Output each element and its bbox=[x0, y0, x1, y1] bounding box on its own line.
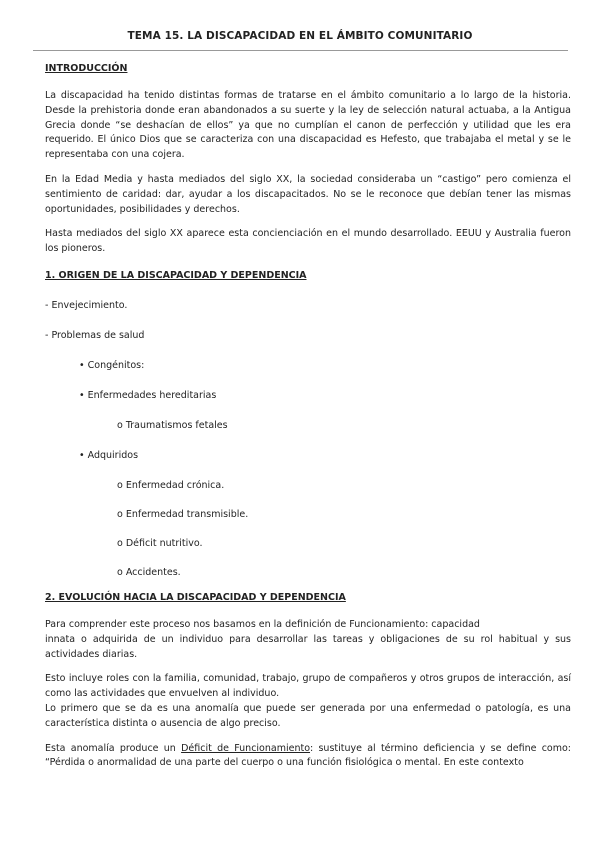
section-2-paragraph-1b: innata o adquirida de un individuo para desarrollar las tareas y obligaciones de su rol habitual y sus actividades diarias. bbox=[45, 633, 571, 660]
list-item: - Envejecimiento. bbox=[45, 299, 128, 311]
intro-heading: INTRODUCCIÓN bbox=[45, 63, 128, 74]
section-2-paragraph-4 bbox=[45, 742, 571, 772]
list-item: - Problemas de salud bbox=[45, 329, 145, 341]
section-2-paragraph-2: Esto incluye roles con la familia, comunidad, trabajo, grupo de compañeros y otros grupos de interacción, así como las actividades que envuelven al individuo. bbox=[45, 673, 571, 700]
section-2-paragraph-3: Lo primero que se da es una anomalía que puede ser generada por una enfermedad o patología, es una característica distinta o ausencia de algo preciso. bbox=[45, 702, 571, 729]
document-title: TEMA 15. LA DISCAPACIDAD EN EL ÁMBITO COMUNITARIO bbox=[127, 30, 473, 42]
list-item: o Enfermedad crónica. bbox=[117, 479, 225, 491]
section-1-heading: 1. ORIGEN DE LA DISCAPACIDAD Y DEPENDENCIA bbox=[45, 269, 307, 281]
header-divider bbox=[33, 50, 568, 51]
paragraph-4-definition: : sustituye al término deficiencia y se define como: “Pérdida o anormalidad de una parte del cuerpo o una función fisiológica o mental. En este contexto bbox=[45, 742, 572, 769]
intro-paragraph-3: Hasta mediados del siglo XX aparece esta concienciación en el mundo desarrollado. EEUU y Australia fueron los pioneros. bbox=[45, 228, 571, 255]
list-item: • Congénitos: bbox=[79, 359, 145, 371]
list-item: o Accidentes. bbox=[117, 566, 181, 578]
document-body bbox=[45, 60, 571, 771]
intro-paragraph-2: En la Edad Media y hasta mediados del siglo XX, la sociedad consideraba un “castigo” pero comienza el sentimiento de caridad: dar, ayudar a los discapacitados. No se le reconoce que debían tener las mismas oportunidades, posibilidades y derechos. bbox=[45, 173, 571, 215]
section-2-heading: 2. EVOLUCIÓN HACIA LA DISCAPACIDAD Y DEPENDENCIA bbox=[45, 591, 346, 603]
intro-paragraph-1: La discapacidad ha tenido distintas formas de tratarse en el ámbito comunitario a lo largo de la historia. Desde la prehistoria donde eran abandonados a su suerte y la ley de selección natural actuaba, a la Antigua Grecia donde “se deshacían de ellos” ya que no cumplían el canon de perfección y utilidad que les era requerido. El único Dios que se caracteriza con una discapacidad es Hefesto, que trabajaba el metal y se le representaba con una cojera. bbox=[45, 90, 571, 161]
section-2-paragraph-1a: Para comprender este proceso nos basamos en la definición de Funcionamiento: capacidad bbox=[45, 618, 480, 630]
list-item: o Traumatismos fetales bbox=[117, 419, 228, 431]
deficit-funcionamiento-term: Déficit de Funcionamiento bbox=[181, 742, 311, 754]
list-item: • Adquiridos bbox=[79, 449, 139, 461]
list-item: o Déficit nutritivo. bbox=[117, 537, 203, 549]
paragraph-4-intro: Esta anomalía produce un bbox=[45, 742, 182, 754]
list-item: • Enfermedades hereditarias bbox=[79, 389, 217, 401]
list-item: o Enfermedad transmisible. bbox=[117, 508, 249, 520]
